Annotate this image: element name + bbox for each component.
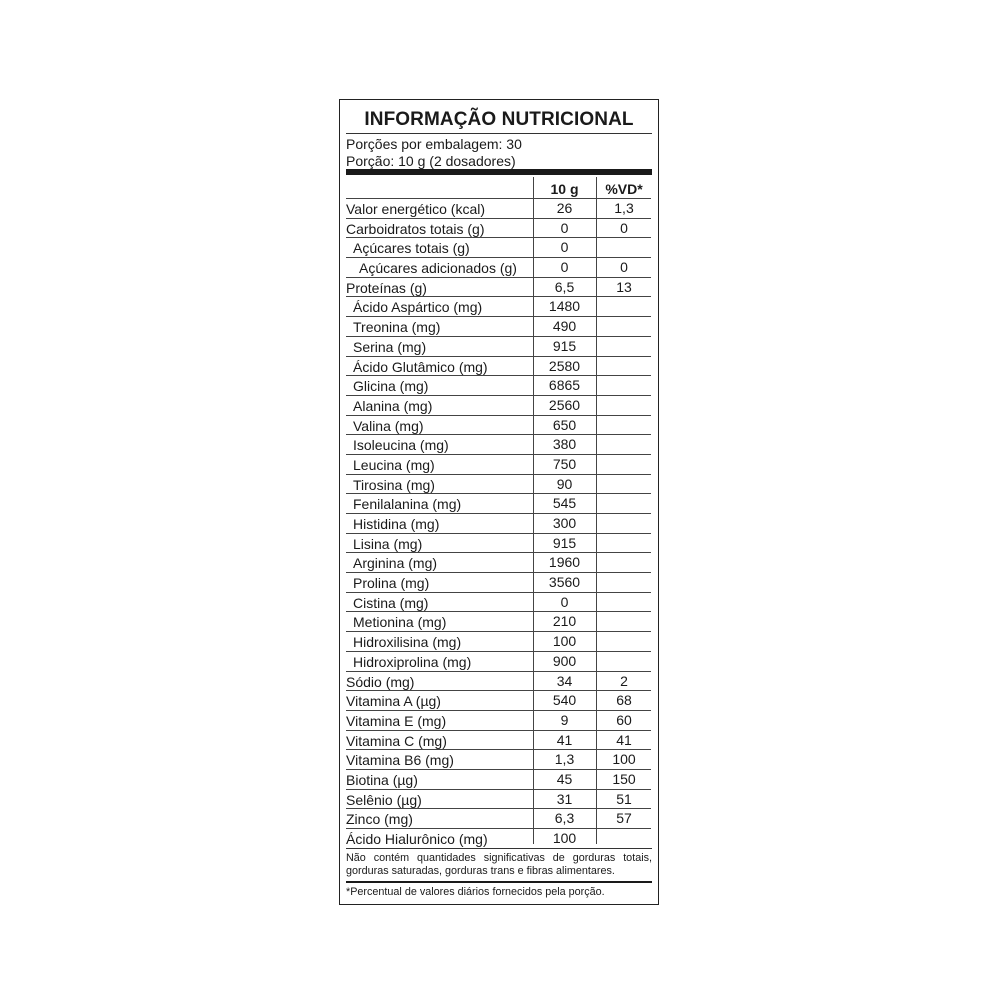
nutrient-name: Biotina (µg) xyxy=(346,771,418,788)
nutrient-name: Açúcares totais (g) xyxy=(353,240,470,257)
nutrient-amount: 650 xyxy=(552,416,577,433)
amount-column-header: 10 g xyxy=(550,181,579,197)
table-row xyxy=(340,357,657,377)
table-row xyxy=(340,317,657,337)
table-row xyxy=(340,652,657,672)
nutrient-name: Proteínas (g) xyxy=(346,279,427,296)
table-row xyxy=(340,770,657,790)
footer-dv-note: *Percentual de valores diários fornecidos pela porção. xyxy=(346,886,605,898)
table-row xyxy=(340,278,657,298)
nutrient-amount: 2580 xyxy=(548,357,581,374)
nutrient-name: Ácido Glutâmico (mg) xyxy=(353,358,488,375)
nutrient-dv: 0 xyxy=(620,219,628,236)
serving-size: Porção: 10 g (2 dosadores) xyxy=(346,153,516,169)
table-row xyxy=(340,396,657,416)
nutrient-name: Arginina (mg) xyxy=(353,555,438,572)
nutrient-name: Vitamina E (mg) xyxy=(346,712,447,729)
nutrient-amount: 545 xyxy=(552,495,577,512)
nutrient-name: Metionina (mg) xyxy=(353,614,447,631)
nutrient-dv: 68 xyxy=(616,692,632,709)
servings-per-package: Porções por embalagem: 30 xyxy=(346,136,522,152)
table-row xyxy=(340,337,657,357)
nutrient-amount: 100 xyxy=(552,633,577,650)
nutrient-amount: 90 xyxy=(556,475,573,492)
nutrient-name: Sódio (mg) xyxy=(346,673,415,690)
nutrient-dv: 100 xyxy=(612,751,636,768)
nutrient-name: Valina (mg) xyxy=(353,417,424,434)
nutrient-dv: 2 xyxy=(620,672,628,689)
table-row xyxy=(340,376,657,396)
nutrient-amount: 100 xyxy=(552,830,577,846)
nutrient-amount: 540 xyxy=(552,692,577,709)
nutrient-name: Treonina (mg) xyxy=(353,319,441,336)
nutrient-amount: 6865 xyxy=(548,377,581,394)
footer-divider xyxy=(346,848,652,849)
nutrient-amount: 1960 xyxy=(548,554,581,571)
nutrient-amount: 26 xyxy=(556,200,573,216)
nutrient-amount: 0 xyxy=(560,239,569,256)
nutrient-name: Glicina (mg) xyxy=(353,378,429,395)
nutrient-rows xyxy=(340,199,657,849)
table-row xyxy=(340,219,657,239)
table-row xyxy=(340,494,657,514)
nutrient-name: Histidina (mg) xyxy=(353,516,440,532)
nutrient-name: Isoleucina (mg) xyxy=(353,437,449,454)
footer-note: Não contém quantidades significativas de gorduras totais, gorduras saturadas, gorduras trans e fibras alimentares. xyxy=(346,852,652,877)
table-row xyxy=(340,691,657,711)
nutrient-amount: 915 xyxy=(552,534,577,551)
nutrient-amount: 9 xyxy=(560,711,569,728)
nutrient-name: Valor energético (kcal) xyxy=(346,201,486,217)
table-row xyxy=(340,829,657,849)
table-header-row xyxy=(340,177,657,199)
nutrient-dv: 41 xyxy=(616,731,632,748)
nutrient-amount: 210 xyxy=(552,613,577,630)
nutrient-name: Alanina (mg) xyxy=(353,397,433,414)
nutrient-name: Vitamina A (µg) xyxy=(346,693,441,710)
nutrient-name: Prolina (mg) xyxy=(353,575,430,592)
nutrient-name: Cistina (mg) xyxy=(353,594,429,611)
nutrient-amount: 34 xyxy=(556,672,573,689)
nutrient-amount: 915 xyxy=(552,337,577,354)
nutrient-amount: 6,3 xyxy=(554,810,575,827)
table-row xyxy=(340,672,657,692)
nutrient-name: Ácido Hialurônico (mg) xyxy=(346,831,488,847)
nutrient-amount: 6,5 xyxy=(554,278,575,295)
nutrient-amount: 750 xyxy=(552,455,577,472)
nutrient-dv: 13 xyxy=(616,278,632,295)
nutrient-amount: 0 xyxy=(560,593,569,610)
nutrient-amount: 31 xyxy=(556,790,573,807)
nutrient-name: Leucina (mg) xyxy=(353,456,435,473)
nutrient-amount: 1480 xyxy=(548,298,581,315)
nutrient-name: Tirosina (mg) xyxy=(353,476,435,493)
table-row xyxy=(340,612,657,632)
table-row xyxy=(340,750,657,770)
nutrient-amount: 0 xyxy=(560,219,569,236)
label-title: INFORMAÇÃO NUTRICIONAL xyxy=(364,109,634,130)
table-row xyxy=(340,553,657,573)
table-row xyxy=(340,297,657,317)
nutrient-amount: 0 xyxy=(560,259,569,276)
table-row xyxy=(340,731,657,751)
nutrient-name: Fenilalanina (mg) xyxy=(353,496,462,513)
title-divider xyxy=(346,133,652,134)
nutrient-name: Hidroxilisina (mg) xyxy=(353,634,462,651)
nutrient-amount: 900 xyxy=(552,652,577,669)
nutrient-amount: 1,3 xyxy=(554,751,575,768)
table-row xyxy=(340,632,657,652)
nutrient-name: Vitamina B6 (mg) xyxy=(346,752,454,769)
nutrient-name: Ácido Aspártico (mg) xyxy=(353,299,483,316)
nutrient-name: Hidroxiprolina (mg) xyxy=(353,653,472,670)
nutrient-amount: 300 xyxy=(552,515,577,531)
table-row xyxy=(340,475,657,495)
nutrient-name: Carboidratos totais (g) xyxy=(346,220,485,237)
table-row xyxy=(340,435,657,455)
nutrient-dv: 60 xyxy=(616,711,632,728)
nutrient-amount: 380 xyxy=(552,436,577,453)
nutrient-name: Açúcares adicionados (g) xyxy=(359,260,517,277)
nutrient-dv: 150 xyxy=(612,770,636,787)
table-row xyxy=(340,258,657,278)
table-row xyxy=(340,711,657,731)
table-row xyxy=(340,809,657,829)
nutrient-dv: 0 xyxy=(620,259,628,276)
nutrient-amount: 3560 xyxy=(548,574,581,591)
nutrient-amount: 2560 xyxy=(548,396,581,413)
table-row xyxy=(340,573,657,593)
nutrient-name: Serina (mg) xyxy=(353,338,427,355)
nutrient-amount: 41 xyxy=(556,731,573,748)
table-row xyxy=(340,514,657,534)
nutrient-name: Lisina (mg) xyxy=(353,535,423,552)
table-row xyxy=(340,534,657,554)
nutrient-name: Selênio (µg) xyxy=(346,791,422,808)
dv-column-header: %VD* xyxy=(605,181,643,197)
nutrition-table xyxy=(340,177,657,849)
nutrient-amount: 490 xyxy=(552,318,577,335)
table-row xyxy=(340,238,657,258)
nutrient-dv: 57 xyxy=(616,810,632,827)
nutrient-name: Zinco (mg) xyxy=(346,811,413,828)
thick-divider xyxy=(346,169,652,175)
nutrient-dv: 1,3 xyxy=(614,200,634,216)
nutrient-name: Vitamina C (mg) xyxy=(346,732,447,749)
table-row xyxy=(340,455,657,475)
table-row xyxy=(340,593,657,613)
nutrient-amount: 45 xyxy=(556,770,573,787)
table-row xyxy=(340,416,657,436)
nutrition-facts-label xyxy=(339,99,659,905)
footer-thick-divider xyxy=(346,881,652,883)
table-row xyxy=(340,790,657,810)
nutrient-dv: 51 xyxy=(616,790,632,807)
table-row xyxy=(340,199,657,219)
